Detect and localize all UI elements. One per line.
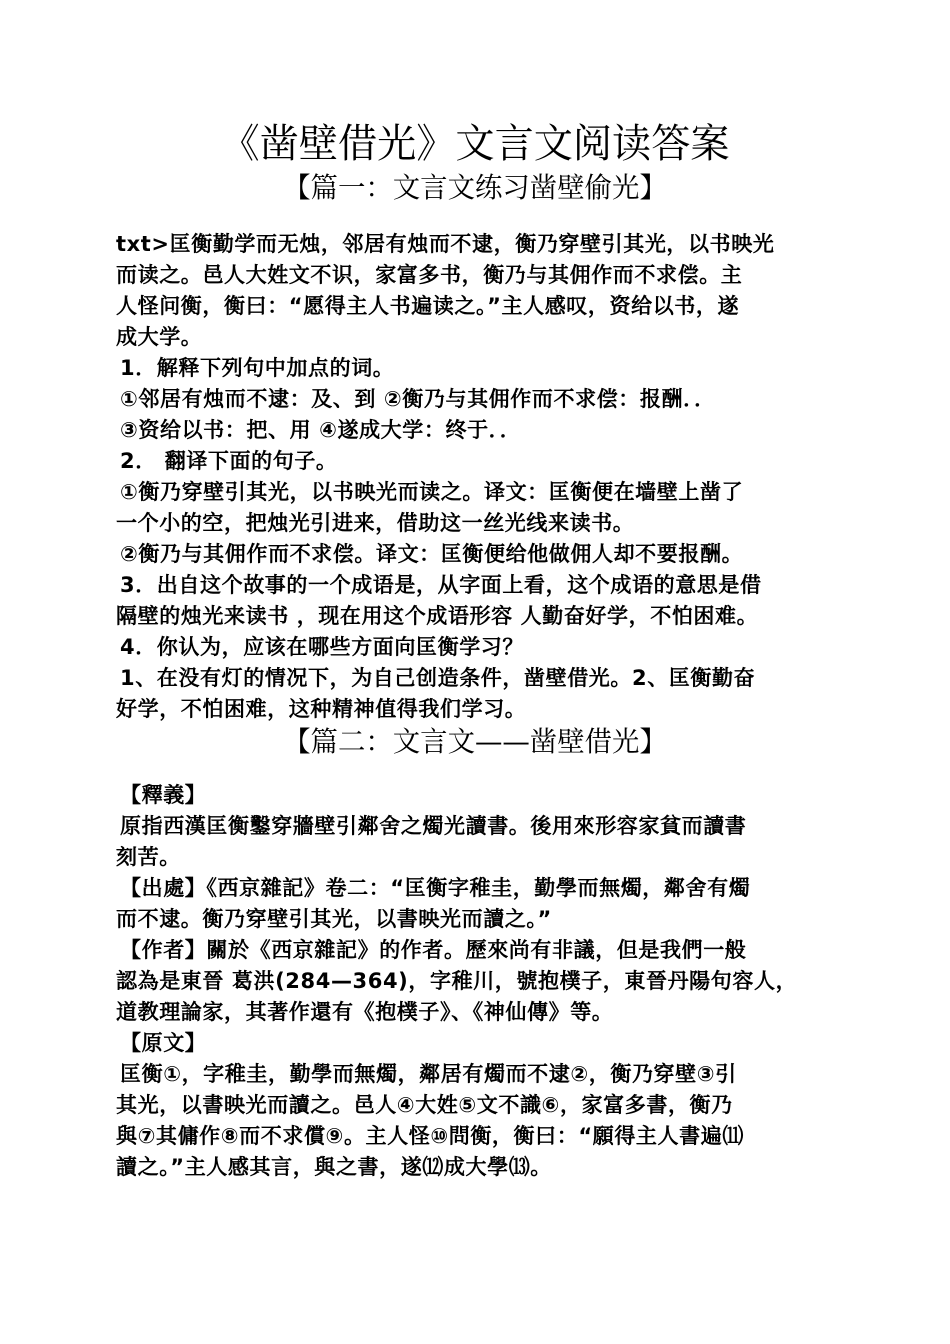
question-3: 3．出自这个故事的一个成语是，从字面上看，这个成语的意思是借 [120,573,762,597]
question-4: 4．你认为，应该在哪些方面向匡衡学习？ [120,635,525,659]
text-line: 匡衡①，字稚圭，勤學而無燭，鄰居有燭而不逮②，衡乃穿壁③引 [120,1062,737,1086]
section-1-heading: 【篇一：文言文练习凿壁偷光】 [283,171,667,204]
question-2: 2． 翻译下面的句子。 [120,449,338,473]
text-line: ②衡乃与其佣作而不求偿。译文：匡衡便给他做佣人却不要报酬。 [120,542,744,566]
text-line: txt>匡衡勤学而无烛，邻居有烛而不逮，衡乃穿壁引其光，以书映光 [116,232,775,256]
text-line: 成大学。 [116,325,203,349]
text-line: 讀之。”主人感其言，與之書，遂⑿成大學⒀。 [116,1155,552,1179]
text-line: ③资给以书：把、用 ④遂成大学：终于．． [120,418,522,442]
text-line: ①邻居有烛而不逮：及、到 ②衡乃与其佣作而不求偿：报酬．． [120,387,716,411]
text-line: 認為是東晉 葛洪(284—364)，字稚川，號抱樸子，東晉丹陽句容人， [116,969,798,993]
text-line: 而读之。邑人大姓文不识，家富多书，衡乃与其佣作而不求偿。主 [116,263,743,287]
text-line: 道教理論家，其著作還有《抱樸子》、《神仙傳》等。 [116,1000,614,1024]
section-2-heading: 【篇二：文言文——凿壁借光】 [283,725,667,758]
label-chuchu: 【出處】《西京雜記》卷二：“匡衡字稚圭，勤學而無燭，鄰舍有燭 [120,876,751,900]
text-line: 刻苦。 [116,845,181,869]
text-line: 1、在没有灯的情况下，为自己创造条件，凿壁借光。2、匡衡勤奋 [120,666,756,690]
text-line: 隔壁的烛光来读书 ，现在用这个成语形容 人勤奋好学，不怕困难。 [116,604,759,628]
text-line: 其光，以書映光而讀之。邑人④大姓⑤文不識⑥，家富多書，衡乃 [116,1093,733,1117]
text-line: 原指西漢匡衡鑿穿牆壁引鄰舍之燭光讀書。後用來形容家貧而讀書 [120,814,747,838]
question-1: 1．解释下列句中加点的词。 [120,356,395,380]
text-line: 人怪问衡，衡曰：“愿得主人书遍读之。”主人感叹，资给以书，遂 [116,294,740,318]
label-zuozhe: 【作者】關於《西京雜記》的作者。歷來尚有非議，但是我們一般 [120,938,747,962]
text-line: 一个小的空，把烛光引进来，借助这一丝光线来读书。 [116,511,635,535]
document-title: 《凿壁借光》文言文阅读答案 [220,121,730,167]
text-line: 好学，不怕困难，这种精神值得我们学习。 [116,697,527,721]
label-yuanwen: 【原文】 [120,1031,207,1055]
text-line: 與⑦其傭作⑧而不求償⑨。主人怪⑩問衡，衡曰：“願得主人書遍⑾ [116,1124,744,1148]
text-line: 而不逮。衡乃穿壁引其光，以書映光而讀之。” [116,907,552,931]
text-line: ①衡乃穿壁引其光，以书映光而读之。译文：匡衡便在墙壁上凿了 [120,480,744,504]
label-shiyi: 【釋義】 [120,783,207,807]
